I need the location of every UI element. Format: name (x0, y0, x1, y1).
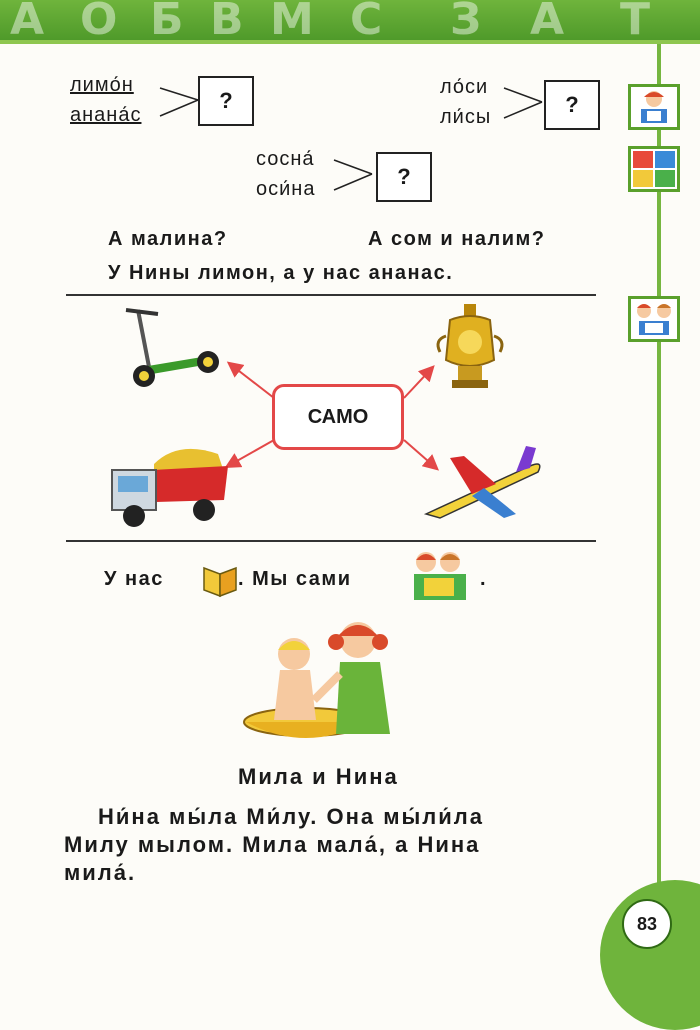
banner-letter: М (270, 0, 314, 40)
book-icon (200, 558, 240, 598)
banner-edge (0, 40, 700, 44)
kids-reading-icon (404, 548, 474, 604)
connector-lines (160, 80, 200, 120)
banner-letter: С (350, 0, 383, 40)
dump-truck-icon (108, 440, 238, 530)
banner-letter: А (530, 0, 565, 40)
compare-word: ло́си (440, 76, 489, 98)
reading-kids-icon (628, 296, 680, 342)
page-number: 83 (622, 899, 672, 949)
banner-letter: В (210, 0, 244, 40)
sentence-text: У Нины лимон, а у нас ананас. (108, 262, 454, 284)
question-box: ? (198, 76, 254, 126)
banner-letter: Т (620, 0, 651, 40)
question-box: ? (376, 152, 432, 202)
section-divider (66, 540, 596, 542)
compare-word: оси́на (256, 178, 316, 200)
compare-word: анана́с (70, 104, 142, 126)
compare-word: лимо́н (70, 74, 134, 96)
center-word-box: САМО (272, 384, 404, 450)
question-text: А малина? (108, 228, 228, 250)
top-banner (0, 0, 700, 40)
compare-word: ли́сы (440, 106, 492, 128)
question-box: ? (544, 80, 600, 130)
banner-letter: З (450, 0, 482, 40)
section-divider (66, 294, 596, 296)
airplane-icon (420, 438, 550, 528)
connector-lines (334, 154, 374, 194)
banner-letter: Б (150, 0, 184, 40)
bathing-girls-illustration (240, 604, 430, 754)
story-line: Милу мылом. Мила мала́, а Нина (64, 832, 481, 857)
banner-letter: А (10, 0, 45, 40)
puzzle-icon (628, 146, 680, 192)
story-line: мила́. (64, 860, 137, 885)
question-text: А сом и налим? (368, 228, 546, 250)
picture-sentence-part: . (480, 568, 488, 590)
compare-word: сосна́ (256, 148, 315, 170)
story-title: Мила и Нина (238, 764, 399, 789)
picture-sentence-part: . Мы сами (238, 568, 352, 590)
picture-sentence-part: У нас (104, 568, 164, 590)
story-line: Ни́на мы́ла Ми́лу. Она мы́ли́ла (98, 804, 485, 829)
banner-letter: О (80, 0, 118, 40)
reading-girl-icon (628, 84, 680, 130)
samovar-icon (430, 300, 510, 400)
connector-lines (504, 82, 544, 122)
scooter-icon (118, 300, 228, 390)
